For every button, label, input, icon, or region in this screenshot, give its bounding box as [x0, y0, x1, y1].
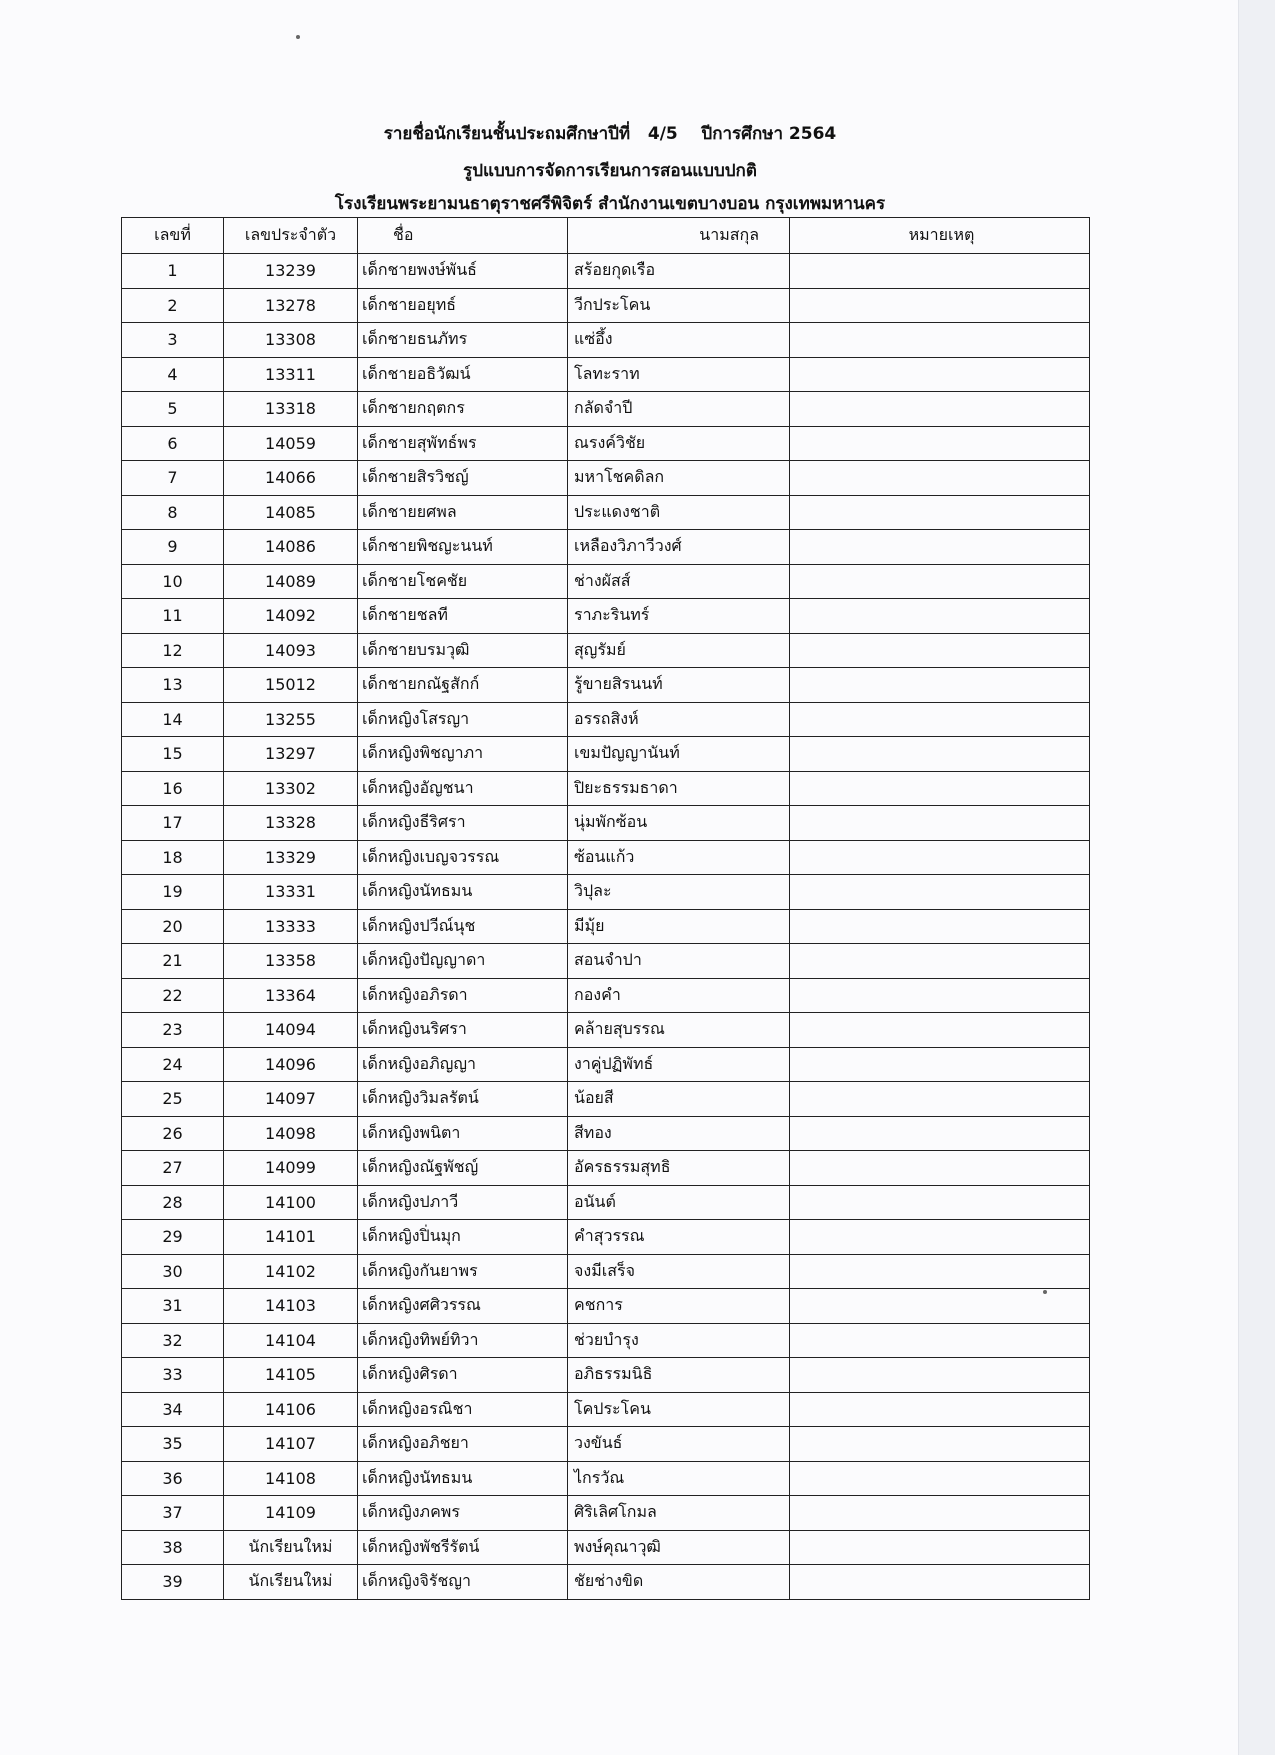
cell-student-id: 14103	[224, 1289, 358, 1324]
cell-remark	[790, 323, 1090, 358]
cell-student-id: 13302	[224, 771, 358, 806]
cell-last-name: โลทะราท	[568, 357, 790, 392]
cell-last-name: วิปุละ	[568, 875, 790, 910]
cell-no: 11	[122, 599, 224, 634]
cell-first-name: เด็กชายบรมวุฒิ	[358, 633, 568, 668]
cell-no: 10	[122, 564, 224, 599]
cell-first-name: เด็กชายกฤตกร	[358, 392, 568, 427]
table-row	[122, 1461, 1090, 1496]
cell-last-name: กลัดจำปี	[568, 392, 790, 427]
cell-no: 30	[122, 1254, 224, 1289]
cell-remark	[790, 357, 1090, 392]
cell-last-name: อัครธรรมสุทธิ	[568, 1151, 790, 1186]
cell-student-id: 14059	[224, 426, 358, 461]
cell-last-name: เหลืองวิภาวีวงศ์	[568, 530, 790, 565]
cell-student-id: 14101	[224, 1220, 358, 1255]
cell-last-name: โคประโคน	[568, 1392, 790, 1427]
cell-remark	[790, 530, 1090, 565]
cell-first-name: เด็กหญิงอภิรดา	[358, 978, 568, 1013]
cell-remark	[790, 1013, 1090, 1048]
cell-no: 25	[122, 1082, 224, 1117]
cell-first-name: เด็กหญิงภคพร	[358, 1496, 568, 1531]
cell-no: 7	[122, 461, 224, 496]
table-row	[122, 357, 1090, 392]
cell-student-id: 14089	[224, 564, 358, 599]
cell-last-name: ศิริเลิศโกมล	[568, 1496, 790, 1531]
table-row	[122, 633, 1090, 668]
cell-remark	[790, 1392, 1090, 1427]
cell-no: 14	[122, 702, 224, 737]
cell-no: 12	[122, 633, 224, 668]
cell-student-id: 14092	[224, 599, 358, 634]
cell-student-id: นักเรียนใหม่	[224, 1530, 358, 1565]
cell-no: 6	[122, 426, 224, 461]
cell-remark	[790, 1116, 1090, 1151]
table-row	[122, 978, 1090, 1013]
cell-no: 38	[122, 1530, 224, 1565]
cell-remark	[790, 1151, 1090, 1186]
table-row	[122, 1047, 1090, 1082]
table-header-row	[122, 218, 1090, 254]
cell-last-name: มีมุ้ย	[568, 909, 790, 944]
cell-first-name: เด็กหญิงอรณิชา	[358, 1392, 568, 1427]
cell-remark	[790, 1427, 1090, 1462]
table-row	[122, 323, 1090, 358]
cell-first-name: เด็กหญิงนัทธมน	[358, 1461, 568, 1496]
header-remark: หมายเหตุ	[790, 218, 1090, 254]
cell-student-id: 14093	[224, 633, 358, 668]
cell-student-id: นักเรียนใหม่	[224, 1565, 358, 1600]
cell-first-name: เด็กหญิงทิพย์ทิวา	[358, 1323, 568, 1358]
table-row	[122, 875, 1090, 910]
cell-no: 31	[122, 1289, 224, 1324]
table-row	[122, 1530, 1090, 1565]
cell-last-name: สุญรัมย์	[568, 633, 790, 668]
cell-student-id: 14105	[224, 1358, 358, 1393]
cell-last-name: แซ่อึ้ง	[568, 323, 790, 358]
cell-student-id: 14096	[224, 1047, 358, 1082]
school-name: โรงเรียนพระยามนธาตุราชศรีพิจิตร์ สำนักงานเขตบางบอน กรุงเทพมหานคร	[334, 194, 886, 214]
cell-remark	[790, 1461, 1090, 1496]
cell-remark	[790, 806, 1090, 841]
cell-no: 17	[122, 806, 224, 841]
cell-no: 24	[122, 1047, 224, 1082]
document-subtitle: รูปแบบการจัดการเรียนการสอนแบบปกติ	[463, 161, 757, 181]
cell-no: 20	[122, 909, 224, 944]
cell-student-id: 13311	[224, 357, 358, 392]
cell-student-id: 14104	[224, 1323, 358, 1358]
cell-last-name: คล้ายสุบรรณ	[568, 1013, 790, 1048]
table-row	[122, 1565, 1090, 1600]
cell-first-name: เด็กชายสิรวิชญ์	[358, 461, 568, 496]
table-row	[122, 806, 1090, 841]
table-row	[122, 1082, 1090, 1117]
cell-no: 8	[122, 495, 224, 530]
table-row	[122, 1116, 1090, 1151]
cell-no: 23	[122, 1013, 224, 1048]
cell-no: 16	[122, 771, 224, 806]
cell-remark	[790, 599, 1090, 634]
cell-last-name: มหาโชคดิลก	[568, 461, 790, 496]
cell-first-name: เด็กชายยศพล	[358, 495, 568, 530]
cell-remark	[790, 1565, 1090, 1600]
table-row	[122, 461, 1090, 496]
cell-no: 2	[122, 288, 224, 323]
cell-first-name: เด็กหญิงณัฐพัชญ์	[358, 1151, 568, 1186]
cell-remark	[790, 702, 1090, 737]
cell-student-id: 14100	[224, 1185, 358, 1220]
cell-student-id: 13329	[224, 840, 358, 875]
table-row	[122, 909, 1090, 944]
cell-student-id: 15012	[224, 668, 358, 703]
cell-remark	[790, 1323, 1090, 1358]
table-row	[122, 840, 1090, 875]
table-row	[122, 771, 1090, 806]
cell-no: 9	[122, 530, 224, 565]
cell-first-name: เด็กชายอธิวัฒน์	[358, 357, 568, 392]
cell-remark	[790, 978, 1090, 1013]
table-row	[122, 1289, 1090, 1324]
cell-remark	[790, 1289, 1090, 1324]
cell-student-id: 13308	[224, 323, 358, 358]
header-first-name: ชื่อ	[358, 218, 568, 254]
cell-no: 39	[122, 1565, 224, 1600]
cell-remark	[790, 668, 1090, 703]
table-row	[122, 426, 1090, 461]
cell-last-name: ชัยช่างขิด	[568, 1565, 790, 1600]
table-row	[122, 1496, 1090, 1531]
header-student-id: เลขประจำตัว	[224, 218, 358, 254]
cell-student-id: 13318	[224, 392, 358, 427]
cell-first-name: เด็กชายธนภัทร	[358, 323, 568, 358]
cell-last-name: ช่วยบำรุง	[568, 1323, 790, 1358]
cell-student-id: 14098	[224, 1116, 358, 1151]
cell-last-name: เขมปัญญานันท์	[568, 737, 790, 772]
table-row	[122, 254, 1090, 289]
cell-student-id: 14097	[224, 1082, 358, 1117]
cell-last-name: พงษ์คุณาวุฒิ	[568, 1530, 790, 1565]
cell-remark	[790, 909, 1090, 944]
cell-first-name: เด็กหญิงเบญจวรรณ	[358, 840, 568, 875]
cell-first-name: เด็กหญิงนัทธมน	[358, 875, 568, 910]
cell-last-name: วงขันธ์	[568, 1427, 790, 1462]
cell-last-name: นุ่มพักซ้อน	[568, 806, 790, 841]
cell-last-name: รู้ขายสิรนนท์	[568, 668, 790, 703]
cell-student-id: 14085	[224, 495, 358, 530]
table-row	[122, 1427, 1090, 1462]
cell-remark	[790, 737, 1090, 772]
cell-student-id: 13331	[224, 875, 358, 910]
cell-remark	[790, 1530, 1090, 1565]
cell-remark	[790, 495, 1090, 530]
table-row	[122, 1358, 1090, 1393]
cell-student-id: 13358	[224, 944, 358, 979]
page-edge	[1238, 0, 1275, 1755]
cell-student-id: 14109	[224, 1496, 358, 1531]
cell-last-name: จงมีเสร็จ	[568, 1254, 790, 1289]
cell-no: 4	[122, 357, 224, 392]
cell-first-name: เด็กหญิงปัญญาดา	[358, 944, 568, 979]
cell-no: 18	[122, 840, 224, 875]
cell-first-name: เด็กหญิงพิชญาภา	[358, 737, 568, 772]
cell-last-name: กองคำ	[568, 978, 790, 1013]
cell-first-name: เด็กหญิงศิรดา	[358, 1358, 568, 1393]
cell-student-id: 13239	[224, 254, 358, 289]
cell-first-name: เด็กชายพงษ์พันธ์	[358, 254, 568, 289]
cell-last-name: สีทอง	[568, 1116, 790, 1151]
cell-student-id: 13328	[224, 806, 358, 841]
cell-no: 13	[122, 668, 224, 703]
document-title: รายชื่อนักเรียนชั้นประถมศึกษาปีที่ 4/5 ปีการศึกษา 2564	[383, 124, 837, 144]
cell-remark	[790, 1358, 1090, 1393]
cell-no: 36	[122, 1461, 224, 1496]
cell-first-name: เด็กหญิงปภาวี	[358, 1185, 568, 1220]
cell-student-id: 14107	[224, 1427, 358, 1462]
cell-first-name: เด็กหญิงวิมลรัตน์	[358, 1082, 568, 1117]
cell-student-id: 14094	[224, 1013, 358, 1048]
cell-no: 15	[122, 737, 224, 772]
cell-no: 1	[122, 254, 224, 289]
cell-first-name: เด็กหญิงพัชรีรัตน์	[358, 1530, 568, 1565]
cell-remark	[790, 564, 1090, 599]
cell-no: 22	[122, 978, 224, 1013]
cell-last-name: น้อยสี	[568, 1082, 790, 1117]
cell-no: 34	[122, 1392, 224, 1427]
cell-first-name: เด็กหญิงศศิวรรณ	[358, 1289, 568, 1324]
table-row	[122, 599, 1090, 634]
cell-student-id: 13333	[224, 909, 358, 944]
table-row	[122, 702, 1090, 737]
cell-last-name: คชการ	[568, 1289, 790, 1324]
cell-last-name: คำสุวรรณ	[568, 1220, 790, 1255]
cell-first-name: เด็กหญิงอภิญญา	[358, 1047, 568, 1082]
cell-last-name: ปิยะธรรมธาดา	[568, 771, 790, 806]
cell-first-name: เด็กหญิงกันยาพร	[358, 1254, 568, 1289]
table-row	[122, 564, 1090, 599]
cell-last-name: ซ้อนแก้ว	[568, 840, 790, 875]
cell-remark	[790, 461, 1090, 496]
cell-first-name: เด็กชายโชคชัย	[358, 564, 568, 599]
table-row	[122, 530, 1090, 565]
cell-first-name: เด็กหญิงจิรัชญา	[358, 1565, 568, 1600]
table-row	[122, 1392, 1090, 1427]
cell-student-id: 13278	[224, 288, 358, 323]
table-row	[122, 944, 1090, 979]
cell-no: 19	[122, 875, 224, 910]
header-no: เลขที่	[122, 218, 224, 254]
table-row	[122, 495, 1090, 530]
scan-speck	[296, 35, 300, 39]
cell-no: 35	[122, 1427, 224, 1462]
cell-remark	[790, 875, 1090, 910]
cell-last-name: ไกรวัณ	[568, 1461, 790, 1496]
cell-remark	[790, 1254, 1090, 1289]
cell-no: 29	[122, 1220, 224, 1255]
table-row	[122, 288, 1090, 323]
cell-remark	[790, 1082, 1090, 1117]
cell-last-name: วีกประโคน	[568, 288, 790, 323]
cell-last-name: อภิธรรมนิธิ	[568, 1358, 790, 1393]
cell-no: 37	[122, 1496, 224, 1531]
cell-last-name: งาคู่ปฏิพัทธ์	[568, 1047, 790, 1082]
cell-last-name: ราภะรินทร์	[568, 599, 790, 634]
cell-remark	[790, 288, 1090, 323]
cell-no: 28	[122, 1185, 224, 1220]
cell-first-name: เด็กชายชลที	[358, 599, 568, 634]
cell-remark	[790, 426, 1090, 461]
cell-remark	[790, 633, 1090, 668]
cell-first-name: เด็กหญิงปวีณ์นุช	[358, 909, 568, 944]
cell-remark	[790, 944, 1090, 979]
cell-no: 27	[122, 1151, 224, 1186]
cell-remark	[790, 771, 1090, 806]
cell-last-name: ช่างผัสส์	[568, 564, 790, 599]
cell-first-name: เด็กหญิงธีริศรา	[358, 806, 568, 841]
cell-student-id: 14108	[224, 1461, 358, 1496]
table-row	[122, 1151, 1090, 1186]
table-row	[122, 668, 1090, 703]
cell-last-name: อนันต์	[568, 1185, 790, 1220]
cell-no: 32	[122, 1323, 224, 1358]
cell-no: 3	[122, 323, 224, 358]
cell-first-name: เด็กหญิงอภิชยา	[358, 1427, 568, 1462]
table-row	[122, 392, 1090, 427]
cell-last-name: สร้อยกุดเรือ	[568, 254, 790, 289]
student-roster-table	[121, 217, 1090, 1600]
table-row	[122, 1013, 1090, 1048]
cell-remark	[790, 392, 1090, 427]
cell-remark	[790, 1185, 1090, 1220]
cell-student-id: 14099	[224, 1151, 358, 1186]
cell-student-id: 14106	[224, 1392, 358, 1427]
cell-first-name: เด็กชายสุพัทธ์พร	[358, 426, 568, 461]
cell-first-name: เด็กชายอยุทธ์	[358, 288, 568, 323]
cell-remark	[790, 254, 1090, 289]
cell-no: 33	[122, 1358, 224, 1393]
table-row	[122, 737, 1090, 772]
cell-last-name: สอนจำปา	[568, 944, 790, 979]
cell-student-id: 13364	[224, 978, 358, 1013]
cell-last-name: ประแดงชาติ	[568, 495, 790, 530]
cell-student-id: 13255	[224, 702, 358, 737]
table-row	[122, 1254, 1090, 1289]
cell-remark	[790, 1220, 1090, 1255]
cell-no: 21	[122, 944, 224, 979]
cell-first-name: เด็กหญิงนริศรา	[358, 1013, 568, 1048]
table-row	[122, 1220, 1090, 1255]
cell-first-name: เด็กหญิงปิ่นมุก	[358, 1220, 568, 1255]
cell-no: 5	[122, 392, 224, 427]
cell-student-id: 14066	[224, 461, 358, 496]
table-row	[122, 1323, 1090, 1358]
cell-first-name: เด็กหญิงพนิตา	[358, 1116, 568, 1151]
cell-first-name: เด็กชายพิชญะนนท์	[358, 530, 568, 565]
header-last-name: นามสกุล	[568, 218, 790, 254]
cell-student-id: 14086	[224, 530, 358, 565]
cell-first-name: เด็กชายกณัฐสักก์	[358, 668, 568, 703]
table-row	[122, 1185, 1090, 1220]
cell-first-name: เด็กหญิงอัญชนา	[358, 771, 568, 806]
cell-student-id: 14102	[224, 1254, 358, 1289]
cell-remark	[790, 840, 1090, 875]
cell-remark	[790, 1496, 1090, 1531]
cell-last-name: ณรงค์วิชัย	[568, 426, 790, 461]
cell-student-id: 13297	[224, 737, 358, 772]
cell-no: 26	[122, 1116, 224, 1151]
cell-first-name: เด็กหญิงโสรญา	[358, 702, 568, 737]
cell-last-name: อรรถสิงห์	[568, 702, 790, 737]
cell-remark	[790, 1047, 1090, 1082]
